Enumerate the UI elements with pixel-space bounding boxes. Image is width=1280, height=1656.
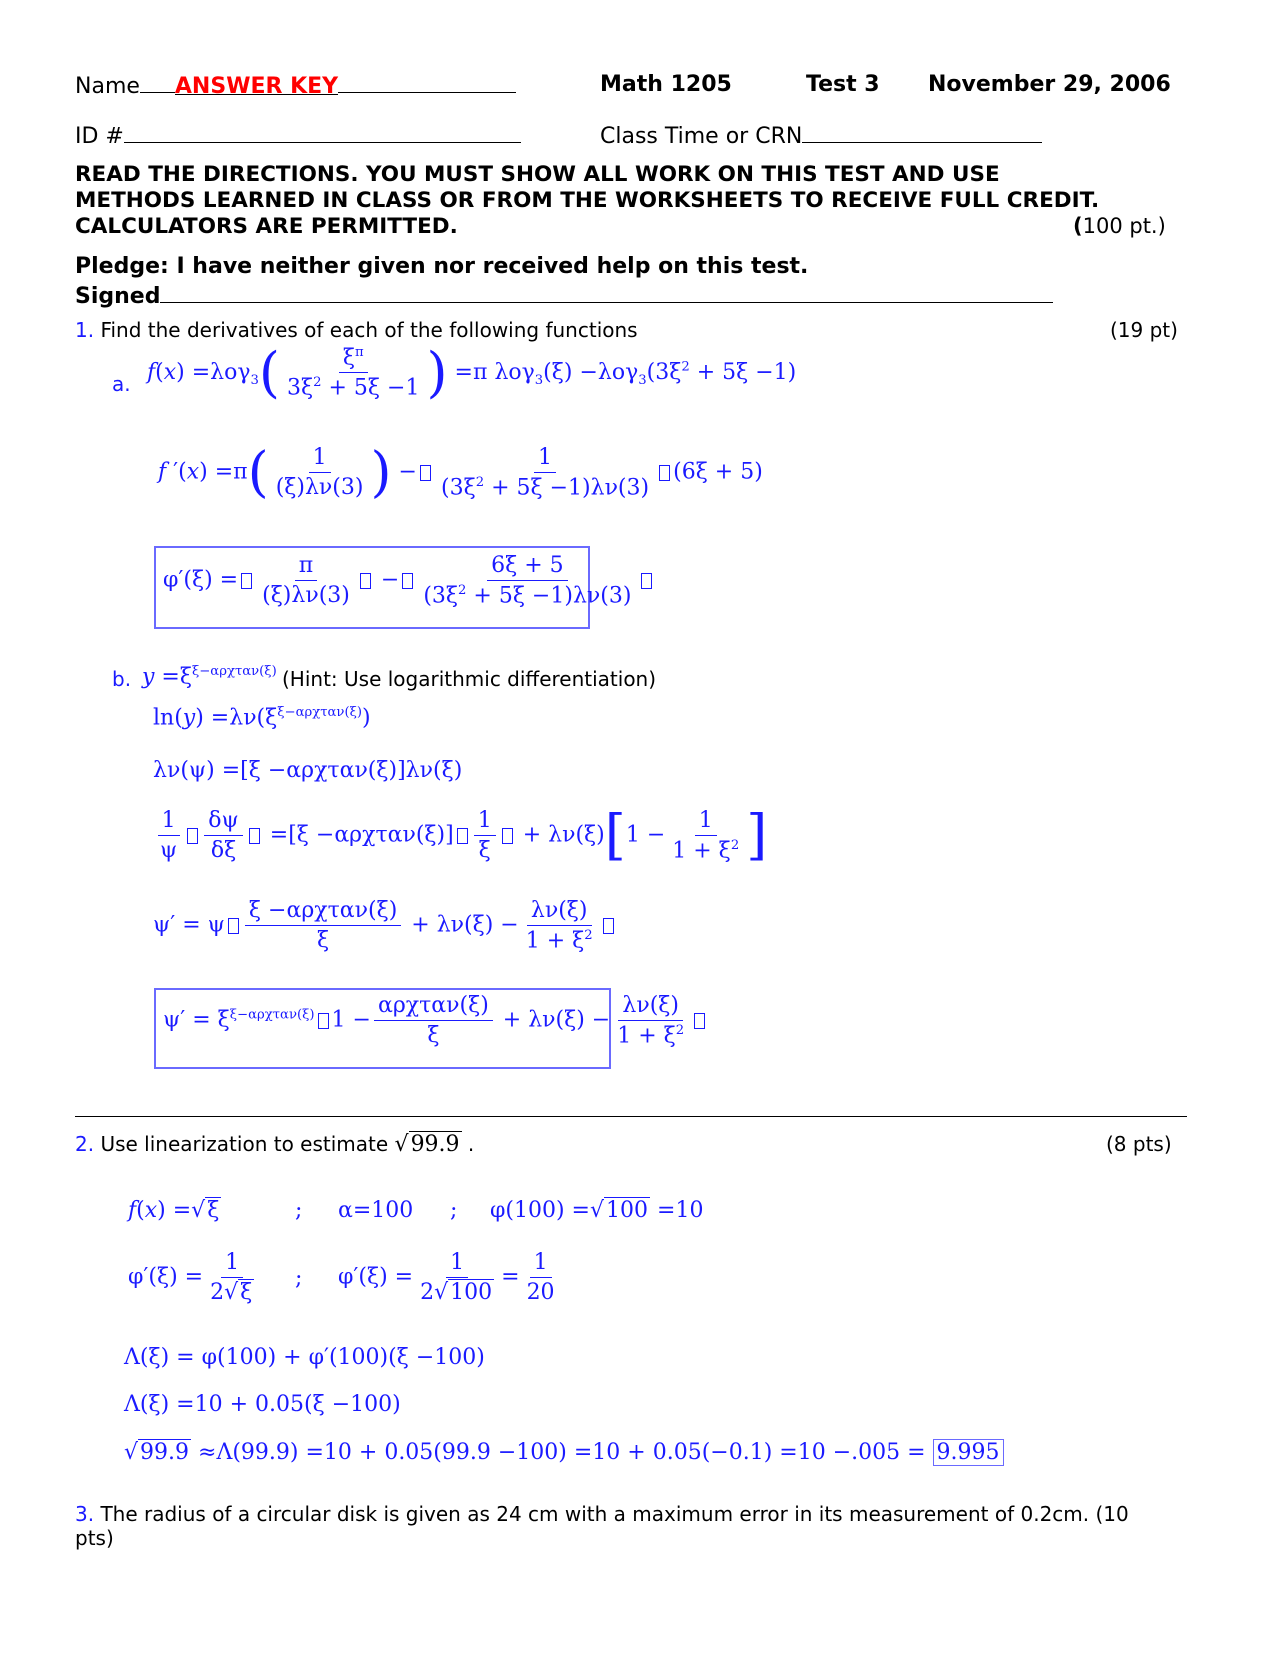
name-line	[75, 72, 516, 99]
directions-line-2: METHODS LEARNED IN CLASS OR FROM THE WORKSHEETS TO RECEIVE FULL CREDIT.	[75, 188, 1100, 213]
directions-line-1: READ THE DIRECTIONS. YOU MUST SHOW ALL WORK ON THIS TEST AND USE	[75, 162, 1000, 187]
question-2-number: 2.	[75, 1132, 95, 1156]
question-2-text: Use linearization to estimate	[100, 1132, 389, 1156]
directions	[75, 162, 1099, 240]
question-3	[75, 1502, 1129, 1526]
class-time-line	[600, 122, 1042, 149]
equation-1b-step-2: λν(ψ) =[ξ −αρχταν(ξ)]λν(ξ)	[153, 758, 463, 783]
test-date: November 29, 2006	[928, 72, 1171, 97]
equation-2-derivative: φ′(ξ) = $\frac{1}{2√\xi}$	[128, 1250, 253, 1305]
question-1-text: Find the derivatives of each of the following functions	[100, 318, 638, 342]
equation-2-derivative-100: φ′(ξ) = $\frac{1}{2√100}$ = $\frac{1}{20}$	[338, 1250, 555, 1305]
equation-1b-step-1: $\ln(y) =\lambda\nu(\xi^{\xi-\alpha\rho\chi\tau\alpha\nu(\xi)})$	[153, 705, 371, 731]
part-a-label: a.	[112, 372, 131, 396]
section-divider	[75, 1116, 1187, 1117]
question-3-text: The radius of a circular disk is given as 24 cm with a maximum error in its measurement of 0.2cm. (10	[100, 1502, 1129, 1526]
equation-1b-function: $y =\xi^{\xi-\alpha\rho\chi\tau\alpha\nu(\xi)}$	[142, 664, 277, 690]
equation-2-estimate: √99.9 ≈Λ(99.9) =10 + 0.05(99.9 −100) =10 + 0.05(−0.1) =10 −.005 = 9.995	[124, 1440, 1004, 1465]
equation-2-line-1: f(x) =√ξ	[128, 1198, 220, 1223]
question-1	[75, 318, 638, 342]
directions-line-3: CALCULATORS ARE PERMITTED.	[75, 214, 458, 239]
equation-2-linearization: Λ(ξ) = φ(100) + φ′(100)(ξ −100)	[124, 1345, 485, 1370]
equation-2-a: α=100	[338, 1198, 414, 1223]
class-time-label: Class Time or CRN	[600, 124, 803, 149]
name-label: Name	[75, 74, 140, 99]
question-2-sqrt: √99.9	[394, 1132, 460, 1157]
course-name: Math 1205	[600, 72, 732, 97]
question-1-points: (19 pt)	[1110, 318, 1178, 342]
question-1-number: 1.	[75, 318, 95, 342]
part-b-label: b.	[112, 667, 132, 691]
equation-2-f100: φ(100) =√100 =10	[490, 1198, 704, 1223]
question-2-points: (8 pts)	[1106, 1132, 1172, 1156]
answer-key-label: ANSWER KEY	[174, 74, 339, 99]
signed-line	[75, 282, 1053, 309]
equation-2-linearization-numeric: Λ(ξ) =10 + 0.05(ξ −100)	[124, 1392, 401, 1417]
answer-box-2: 9.995	[933, 1439, 1004, 1466]
equation-1a-derivative: f ′(x) =π( $\frac{1}{(\xi)\lambda\nu(3)}$ ) − $\frac{1}{(3\xi^2 + 5\xi -1)\lambda\nu(3)}$ (6ξ + 5)	[158, 440, 763, 504]
equation-1a-function: f(x) =λογ$_3$( $\frac{\xi^\pi}{3\xi^2 + 5\xi -1}$ ) =π $\lambda o\gamma_3(\xi) -\lambda o\gamma_3(3\xi^2 + 5\xi -1)$	[147, 340, 797, 404]
equation-1b-step-4: ψ′ = ψ $\frac{\text{ξ −αρχταν(ξ)}}{\xi}$ + λν(ξ) − $\frac{\lambda\nu(\xi)}{1 + \xi^2}$	[153, 898, 617, 953]
question-3-text-cont: pts)	[75, 1526, 114, 1550]
equation-1b-answer: $\psi' = \xi^{\xi-\alpha\rho\chi\tau\alpha\nu(\xi)}$ 1 − $\frac{\text{αρχταν(ξ)}}{\xi}$ + λν(ξ) − $\frac{\lambda\nu(\xi)}{1 + \xi^2}$	[163, 993, 708, 1048]
signed-label: Signed	[75, 284, 161, 309]
pledge-text: Pledge: I have neither given nor received help on this test.	[75, 254, 809, 279]
hint-1b: (Hint: Use logarithmic differentiation)	[282, 667, 657, 691]
id-line	[75, 122, 521, 149]
id-label: ID #	[75, 124, 124, 149]
test-number: Test 3	[806, 72, 880, 97]
question-3-number: 3.	[75, 1502, 95, 1526]
equation-1a-answer: φ′(ξ) = $\frac{\pi}{(\xi)\lambda\nu(3)}$ − $\frac{6\xi + 5}{(3\xi^2 + 5\xi -1)\lambda\nu(3)}$	[163, 553, 655, 608]
total-points: (100 pt.)	[1073, 214, 1166, 238]
equation-1b-step-3: $\frac{1}{\psi}$ $\frac{\delta\psi}{\delta\xi}$ =[ξ −αρχταν(ξ)] $\frac{1}{\xi}$ + λν(ξ)[1 − $\frac{1}{1 + \xi^2}$ ]	[153, 808, 767, 863]
question-2: 2. Use linearization to estimate √99.9 .	[75, 1132, 475, 1157]
